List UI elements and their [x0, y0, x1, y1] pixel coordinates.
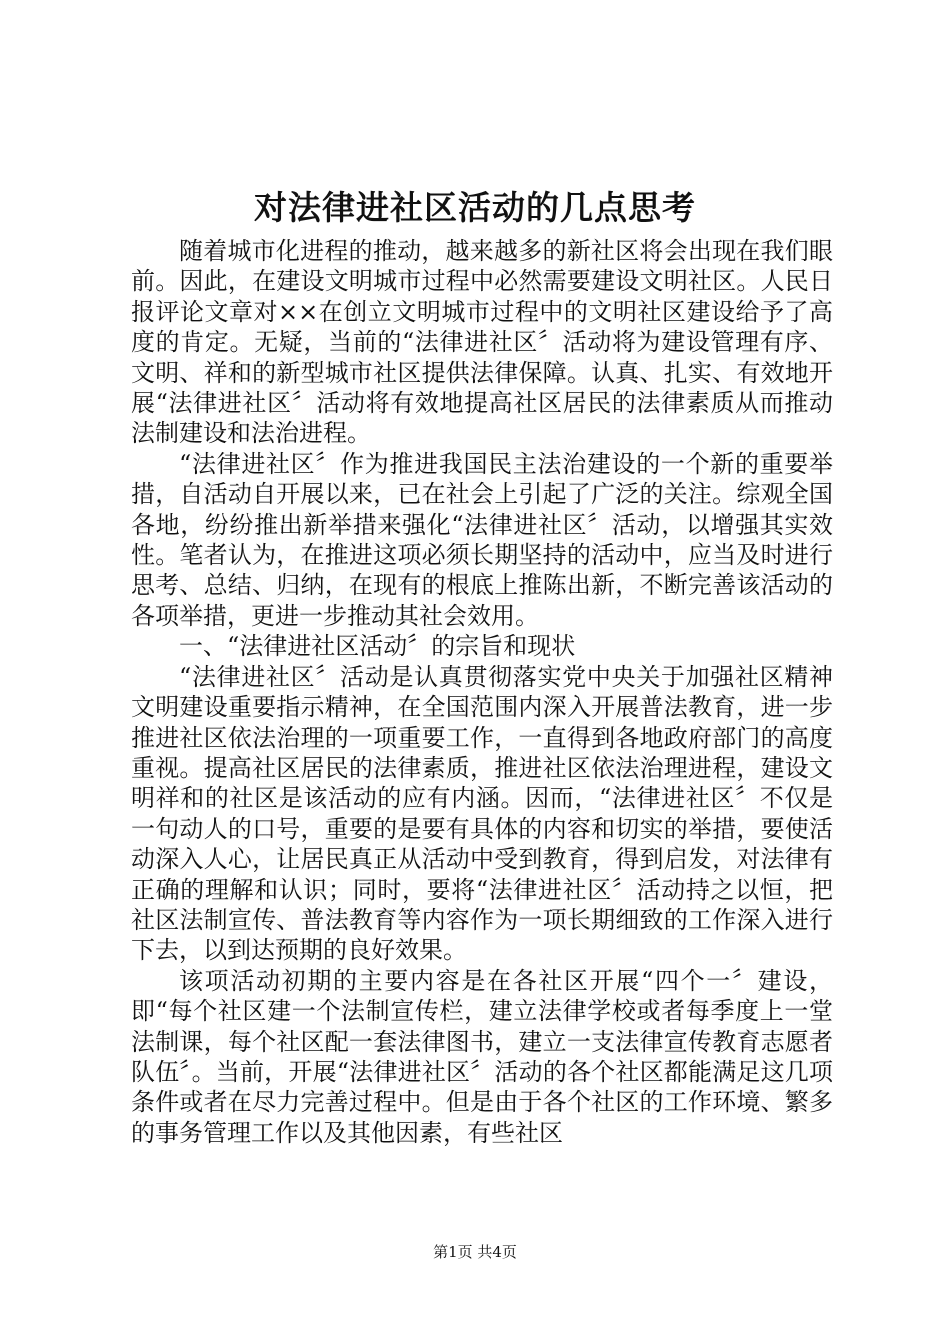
section-heading-1: 一、“法律进社区活动〞的宗旨和现状: [179, 632, 576, 661]
paragraph-intro: 随着城市化进程的推动，越来越多的新社区将会出现在我们眼前。因此，在建设文明城市过程中必然需要建设文明社区。人民日报评论文章对××在创立文明城市过程中的文明社区建设给予了高度的肯定。无疑，当前的“法律进社区〞活动将为建设管理有序、文明、祥和的新型城市社区提供法律保障。认真、扎实、有效地开展“法律进社区〞活动将有效地提高社区居民的法律素质从而推动法制建设和法治进程。: [131, 237, 833, 448]
paragraph-current-state: 该项活动初期的主要内容是在各社区开展“四个一〞建设，即“每个社区建一个法制宣传栏，建立法律学校或者每季度上一堂法制课，每个社区配一套法律图书，建立一支法律宣传教育志愿者队伍〞。当前，开展“法律进社区〞活动的各个社区都能满足这几项条件或者在尽力完善过程中。但是由于各个社区的工作环境、繁多的事务管理工作以及其他因素，有些社区: [131, 966, 833, 1147]
paragraph-significance: “法律进社区〞作为推进我国民主法治建设的一个新的重要举措，自活动自开展以来，已在社会上引起了广泛的关注。综观全国各地，纷纷推出新举措来强化“法律进社区〞活动，以增强其实效性。笔者认为，在推进这项必须长期坚持的活动中，应当及时进行思考、总结、归纳，在现有的根底上推陈出新，不断完善该活动的各项举措，更进一步推动其社会效用。: [131, 449, 833, 630]
document-body: [131, 236, 833, 1148]
paragraph-purpose: “法律进社区〞活动是认真贯彻落实党中央关于加强社区精神文明建设重要指示精神，在全国范围内深入开展普法教育，进一步推进社区依法治理的一项重要工作，一直得到各地政府部门的高度重视。提高社区居民的法律素质，推进社区依法治理进程，建设文明祥和的社区是该活动的应有内涵。因而，“法律进社区〞不仅是一句动人的口号，重要的是要有具体的内容和切实的举措，要使活动深入人心，让居民真正从活动中受到教育，得到启发，对法律有正确的理解和认识；同时，要将“法律进社区〞活动持之以恒，把社区法制宣传、普法教育等内容作为一项长期细致的工作深入进行下去，以到达预期的良好效果。: [131, 662, 833, 965]
document-title: 对法律进社区活动的几点思考: [254, 188, 696, 227]
page-footer: 第1页 共4页: [433, 1243, 517, 1261]
